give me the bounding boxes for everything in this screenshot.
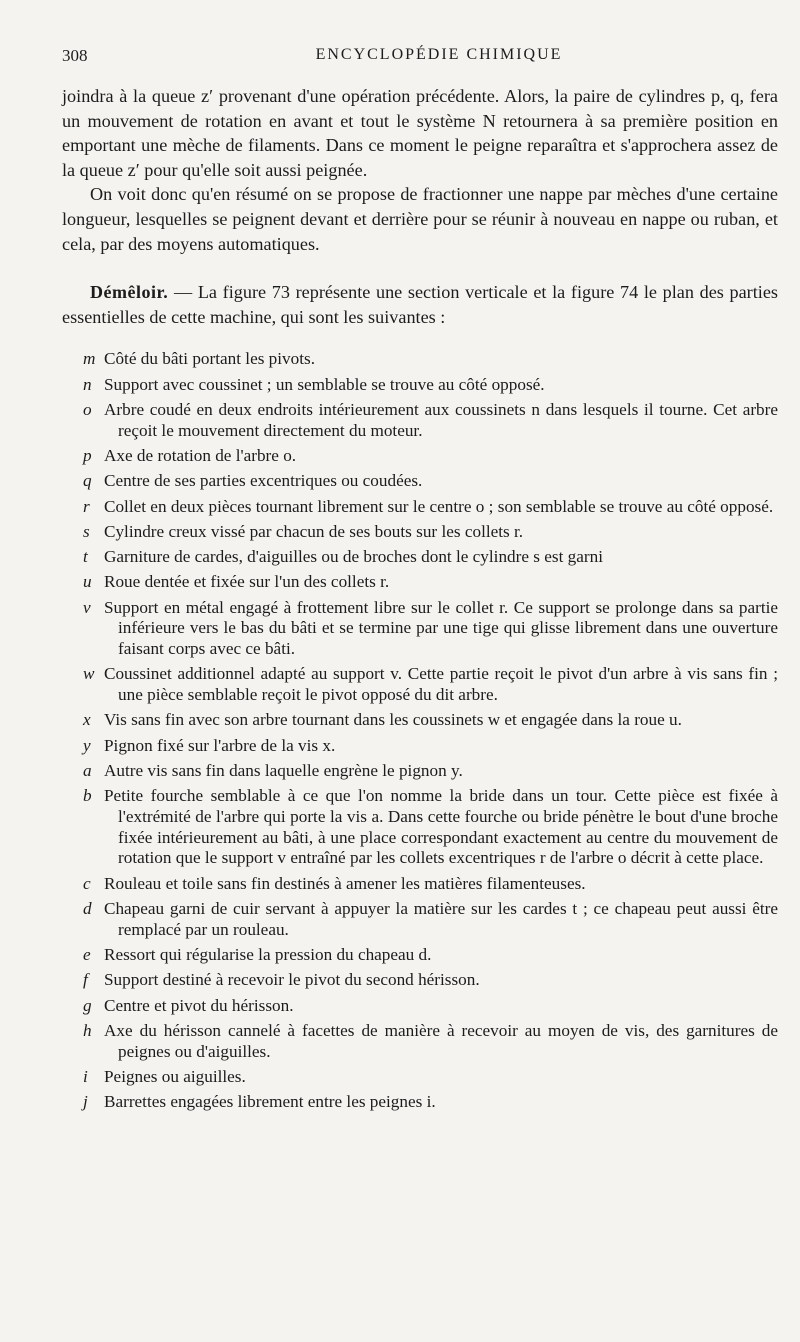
- legend-key: t: [83, 547, 88, 567]
- legend-item: [62, 970, 778, 991]
- legend-description: Ressort qui régularise la pression du chapeau d.: [104, 945, 432, 965]
- page-header: [62, 46, 776, 70]
- legend-item: [62, 786, 778, 869]
- legend-item: [62, 375, 778, 396]
- legend-description: Rouleau et toile sans fin destinés à amener les matières filamenteuses.: [104, 873, 586, 893]
- legend-description: Support en métal engagé à frottement libre sur le collet r. Ce support se prolonge dans sa partie inférieure vers le bas du bâti et se termine par une tige qui glisse librement dans une ouverture faisant corps avec ce bâti.: [104, 597, 778, 659]
- legend-key: g: [83, 995, 92, 1015]
- legend-key: d: [83, 899, 92, 919]
- legend-item: [62, 664, 778, 705]
- legend-key: j: [83, 1092, 88, 1112]
- section-intro: — La figure 73 représente une section verticale et la figure 74 le plan des parties essentielles de cette machine, qui sont les suivantes :: [62, 282, 778, 327]
- legend-item: [62, 1021, 778, 1062]
- legend-key: n: [83, 374, 92, 394]
- legend-description: Centre et pivot du hérisson.: [104, 995, 294, 1015]
- legend-description: Côté du bâti portant les pivots.: [104, 349, 316, 369]
- legend-item: [62, 996, 778, 1017]
- paragraph-summary: On voit donc qu'en résumé on se propose de fractionner une nappe par mèches d'une certaine longueur, lesquelles se peignent devant et derrière pour se réunir à nouveau en nappe ou ruban, et cela, par des moyens automatiques.: [62, 184, 778, 254]
- paragraph-continuation: joindra à la queue z′ provenant d'une opération précédente. Alors, la paire de cylindres p, q, fera un mouvement de rotation en avant et tout le système N retournera à sa première position en emportant une mèche de filaments. Dans ce moment le peigne reparaîtra et s'approchera assez de la queue z′ pour qu'elle soit aussi peignée.: [62, 86, 778, 180]
- legend-description: Support avec coussinet ; un semblable se trouve au côté opposé.: [104, 374, 545, 394]
- legend-description: Centre de ses parties excentriques ou coudées.: [104, 471, 423, 491]
- legend-description: Cylindre creux vissé par chacun de ses bouts sur les collets r.: [104, 521, 524, 541]
- legend-item: [62, 400, 778, 441]
- legend-item: [62, 1092, 778, 1113]
- legend-item: [62, 598, 778, 660]
- legend-description: Peignes ou aiguilles.: [104, 1066, 246, 1086]
- legend-description: Roue dentée et fixée sur l'un des collets r.: [104, 572, 390, 592]
- legend-description: Collet en deux pièces tournant librement sur le centre o ; son semblable se trouve au côté opposé.: [104, 496, 774, 516]
- section-demeloir: [62, 280, 778, 329]
- section-title: Démêloir.: [90, 282, 169, 303]
- legend-description: Autre vis sans fin dans laquelle engrène le pignon y.: [104, 761, 463, 781]
- running-title: ENCYCLOPÉDIE CHIMIQUE: [315, 46, 563, 63]
- legend-key: b: [83, 786, 92, 806]
- legend-item: [62, 522, 778, 543]
- legend-key: u: [83, 572, 92, 592]
- legend-key: a: [83, 761, 92, 781]
- legend-key: y: [83, 735, 91, 755]
- legend-item: [62, 1067, 778, 1088]
- legend-item: [62, 547, 778, 568]
- legend-item: [62, 899, 778, 940]
- legend-key: m: [83, 349, 96, 369]
- legend-key: w: [83, 664, 95, 684]
- legend-key: h: [83, 1020, 92, 1040]
- legend-key: i: [83, 1066, 88, 1086]
- legend-item: [62, 497, 778, 518]
- legend-key: x: [83, 710, 91, 730]
- legend-description: Arbre coudé en deux endroits intérieurement aux coussinets n dans lesquels il tourne. Cet arbre reçoit le mouvement directement du moteur.: [104, 399, 778, 440]
- legend-item: [62, 945, 778, 966]
- legend-description: Axe de rotation de l'arbre o.: [104, 445, 297, 465]
- legend-item: [62, 710, 778, 731]
- legend-item: [62, 471, 778, 492]
- legend-description: Petite fourche semblable à ce que l'on nomme la bride dans un tour. Cette pièce est fixée à l'extrémité de l'arbre qui porte la vis a. Dans cette fourche ou bride pénètre le bout d'une broche fixée intérieurement au bâti, à une place correspondant exactement au centre du mouvement de rotation que le support v entraîné par les collets excentriques r de l'arbre o décrit à cette place.: [104, 786, 778, 868]
- legend-description: Support destiné à recevoir le pivot du second hérisson.: [104, 970, 480, 990]
- legend-description: Pignon fixé sur l'arbre de la vis x.: [104, 735, 336, 755]
- legend-key: p: [83, 445, 92, 465]
- legend-item: [62, 349, 778, 370]
- legend-item: [62, 761, 778, 782]
- legend-description: Barrettes engagées librement entre les peignes i.: [104, 1092, 436, 1112]
- legend-key: v: [83, 597, 91, 617]
- legend-description: Coussinet additionnel adapté au support v. Cette partie reçoit le pivot d'un arbre à vis sans fin ; une pièce semblable reçoit le pivot opposé du dit arbre.: [104, 664, 778, 705]
- legend-item: [62, 736, 778, 757]
- legend-key: c: [83, 873, 91, 893]
- page-number: 308: [62, 46, 88, 65]
- legend-key: f: [83, 970, 88, 990]
- legend-item: [62, 446, 778, 467]
- legend-description: Garniture de cardes, d'aiguilles ou de broches dont le cylindre s est garni: [104, 547, 603, 567]
- legend-description: Axe du hérisson cannelé à facettes de manière à recevoir au moyen de vis, des garnitures de peignes ou d'aiguilles.: [104, 1020, 778, 1061]
- legend-description: Chapeau garni de cuir servant à appuyer la matière sur les cardes t ; ce chapeau peut aussi être remplacé par un rouleau.: [104, 899, 778, 939]
- legend-item: [62, 874, 778, 895]
- page-body: [62, 84, 778, 1118]
- legend-description: Vis sans fin avec son arbre tournant dans les coussinets w et engagée dans la roue u.: [104, 710, 682, 730]
- legend-key: e: [83, 945, 91, 965]
- legend-key: o: [83, 399, 92, 419]
- parts-legend: [62, 349, 778, 1113]
- legend-key: s: [83, 521, 90, 541]
- legend-key: q: [83, 471, 92, 491]
- legend-item: [62, 572, 778, 593]
- legend-key: r: [83, 496, 90, 516]
